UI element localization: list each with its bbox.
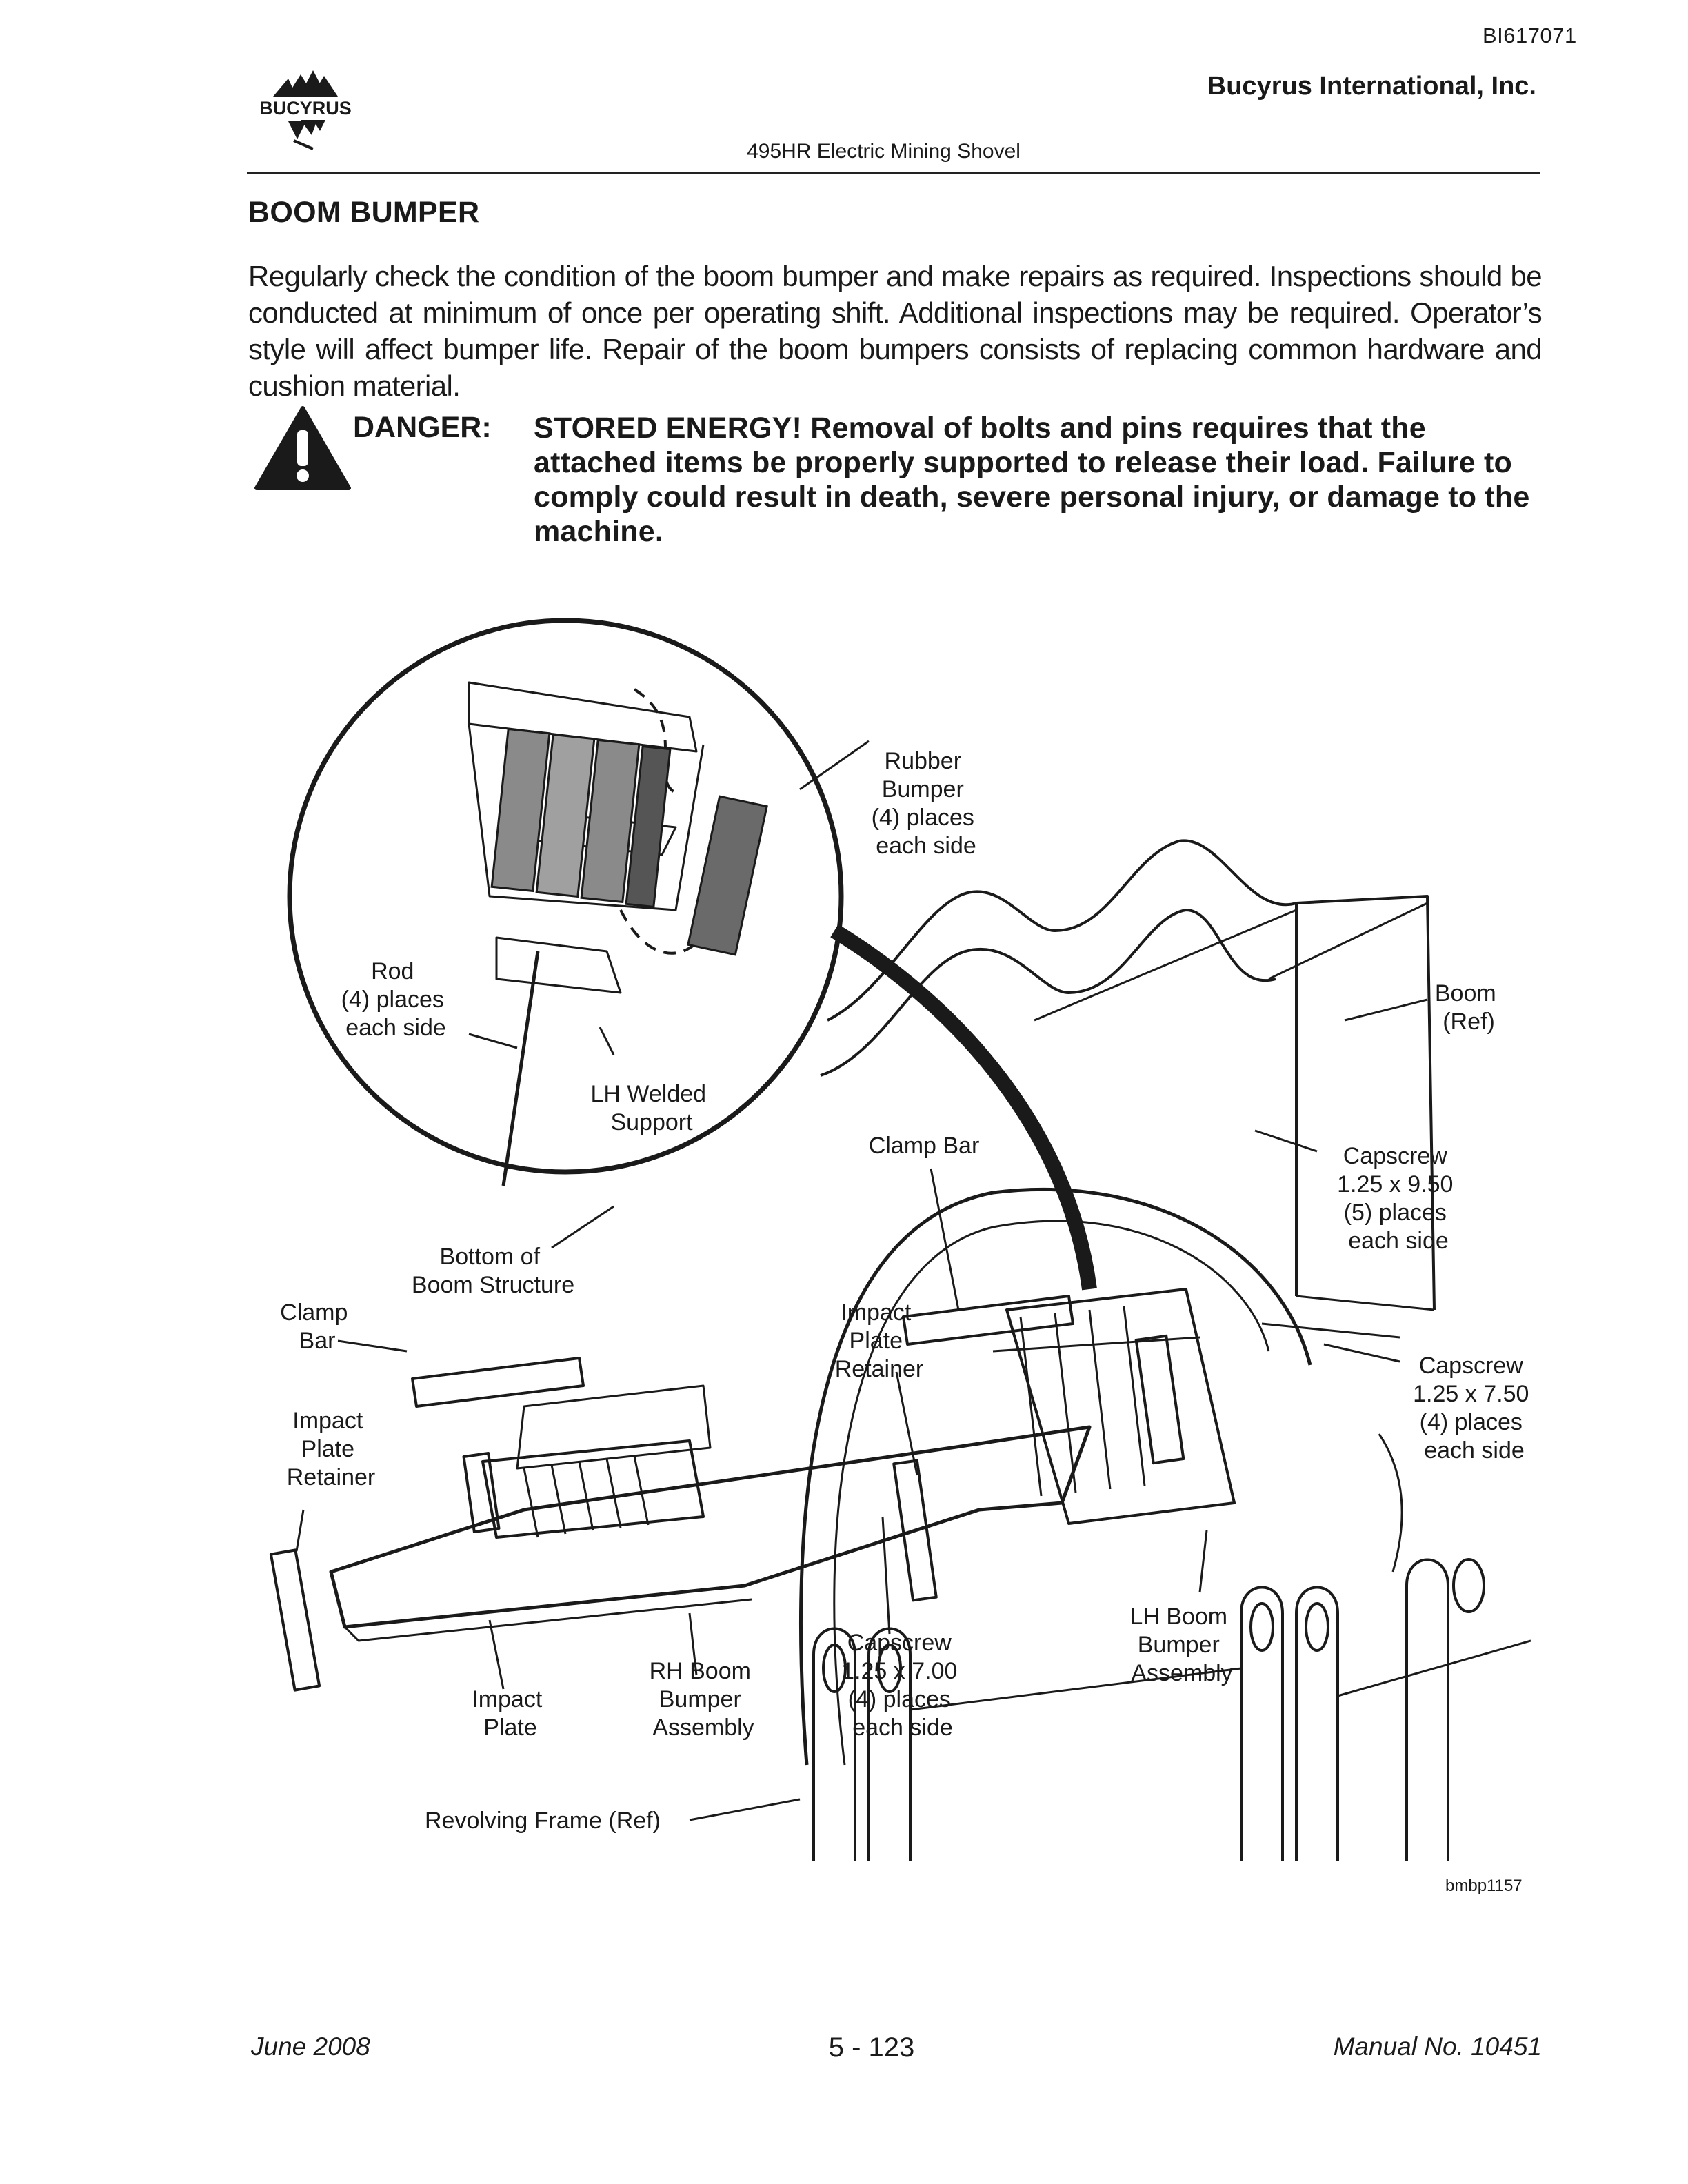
clamp-bar-right: [903, 1296, 1073, 1344]
callout-capscrew-700: Capscrew 1.25 x 7.00 (4) places each side: [841, 1630, 958, 1741]
boom-outline: [827, 840, 1296, 1296]
bucyrus-logo: [245, 69, 366, 152]
callout-rod: Rod (4) places each side: [341, 958, 446, 1041]
danger-label: DANGER:: [353, 411, 492, 444]
impact-plate-beam: [331, 1427, 1089, 1627]
rubber-bumper-detached: [688, 796, 767, 955]
page-number: 5 - 123: [828, 2032, 915, 2063]
footer-date: June 2008: [251, 2032, 370, 2061]
manual-number: Manual No. 10451: [1333, 2032, 1542, 2061]
callout-impact-plate-retainer-center: Impact Plate Retainer: [834, 1300, 924, 1382]
warning-triangle-icon: [254, 405, 352, 491]
intro-paragraph: Regularly check the condition of the boom bumper and make repairs as required. Inspections should be conducted at minimum of once per operating shift. Additional inspections may be required. Operator’s style will affect bumper life. Repair of the boom bumpers consists of replacing common hardware and cushion material.: [248, 260, 1542, 402]
callout-lh-boom-bumper: LH Boom Bumper Assembly: [1129, 1604, 1233, 1686]
logo-text: BUCYRUS: [259, 98, 352, 119]
callout-rh-boom-bumper: RH Boom Bumper Assembly: [649, 1658, 754, 1741]
header-rule: [247, 172, 1540, 174]
company-name: Bucyrus International, Inc.: [1207, 72, 1536, 101]
document-id: BI617071: [1483, 23, 1577, 48]
boom-bumper-diagram: [262, 607, 1531, 1868]
callout-revolving-frame: Revolving Frame (Ref): [425, 1808, 661, 1834]
figure-id: bmbp1157: [1445, 1877, 1523, 1895]
clamp-bar-left: [412, 1358, 583, 1406]
callout-clamp-bar-right: Clamp Bar: [868, 1133, 980, 1159]
callout-impact-plate: Impact Plate: [472, 1686, 543, 1741]
callout-boom: Boom (Ref): [1434, 980, 1496, 1035]
manual-subtitle: 495HR Electric Mining Shovel: [747, 140, 1021, 163]
section-title: BOOM BUMPER: [248, 196, 480, 229]
impact-plate-retainer-left: [271, 1550, 319, 1690]
callout-clamp-bar-left: Clamp Bar: [280, 1300, 348, 1354]
callout-capscrew-950: Capscrew 1.25 x 9.50 (5) places each side: [1337, 1143, 1454, 1254]
callout-lh-welded-support: LH Welded Support: [590, 1081, 707, 1135]
callout-bottom-of-boom: Bottom of Boom Structure: [411, 1244, 575, 1298]
danger-text: STORED ENERGY! Removal of bolts and pins requires that the attached items be properly supported to release their load. Failure to comply could result in death, severe personal injury, or damage to the machine.: [534, 412, 1530, 548]
callout-impact-plate-retainer-left: Impact Plate Retainer: [286, 1408, 376, 1490]
callout-capscrew-750: Capscrew 1.25 x 7.50 (4) places each side: [1413, 1353, 1529, 1464]
callout-rubber-bumper: Rubber Bumper (4) places each side: [871, 748, 976, 859]
